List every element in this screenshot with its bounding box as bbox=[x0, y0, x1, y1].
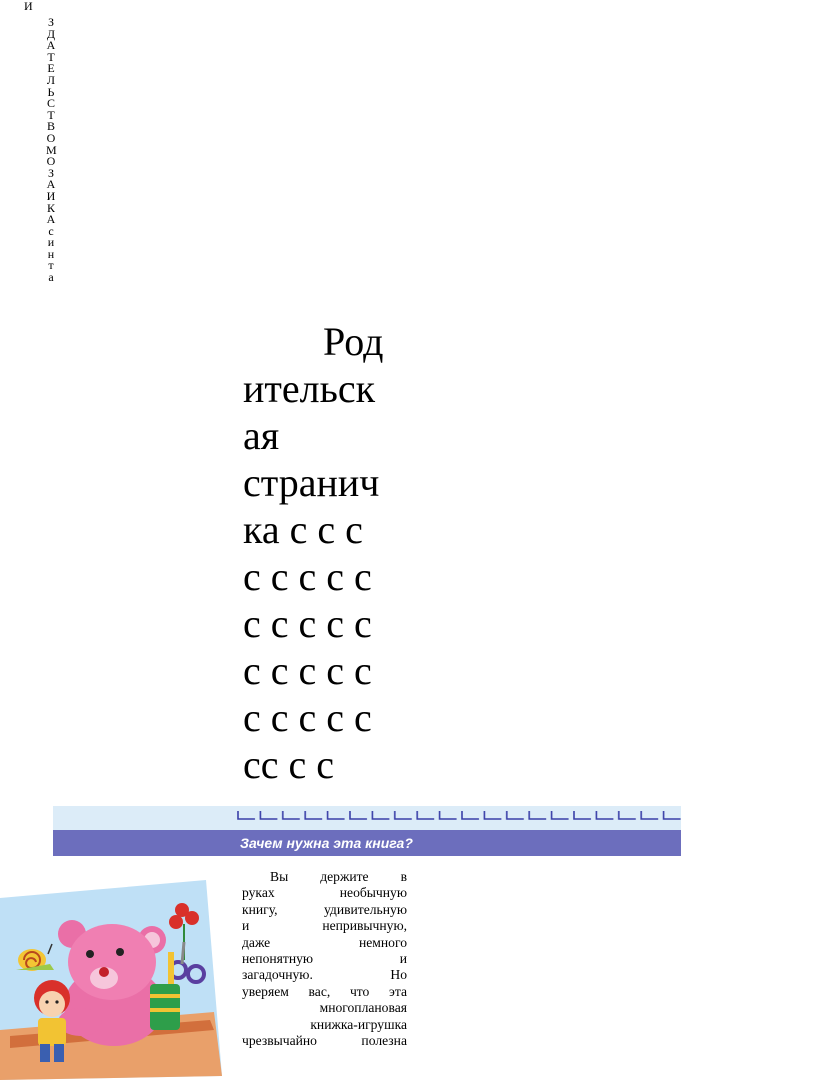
paragraph-line: и непривычную, bbox=[242, 918, 407, 934]
title-line: с с с с с bbox=[243, 695, 372, 740]
vertical-publisher-text bbox=[46, 17, 56, 284]
vertical-letter: Т bbox=[47, 107, 55, 122]
paragraph-line: непонятную и bbox=[242, 951, 407, 967]
vertical-letter: М bbox=[46, 142, 57, 157]
section-header-band bbox=[53, 806, 681, 856]
paragraph-line: книгу, удивительную bbox=[242, 901, 407, 917]
section-heading: Зачем нужна эта книга? bbox=[240, 835, 413, 851]
paragraph-line: загадочную. Но bbox=[242, 967, 407, 983]
vertical-letter: З bbox=[47, 15, 54, 29]
vertical-letter: А bbox=[46, 212, 56, 227]
vertical-letter: Д bbox=[46, 26, 56, 41]
bear-icon bbox=[58, 920, 166, 1046]
title-line: с с с с с bbox=[243, 554, 372, 599]
vertical-letter: а bbox=[48, 270, 54, 285]
vertical-letter: В bbox=[46, 119, 55, 134]
intro-paragraph bbox=[242, 869, 407, 1049]
paragraph-line: даже немного bbox=[242, 934, 407, 950]
vertical-letter: О bbox=[46, 154, 56, 169]
vertical-letter: С bbox=[46, 96, 55, 111]
vertical-letter: Л bbox=[46, 72, 56, 87]
paragraph-line: руках необычную bbox=[242, 885, 407, 901]
toy-bear-illustration bbox=[0, 880, 230, 1080]
paragraph-line: уверяем вас, что эта bbox=[242, 983, 407, 999]
vertical-letter: Ь bbox=[47, 84, 55, 99]
vertical-letter: н bbox=[47, 246, 55, 261]
title-line: сс с с bbox=[243, 742, 335, 787]
title-line: с с с с с bbox=[243, 601, 372, 646]
paragraph-line: Вы держите в bbox=[270, 869, 407, 884]
title-line: Род bbox=[323, 319, 384, 364]
vertical-letter: и bbox=[47, 235, 55, 250]
vertical-letter: Т bbox=[47, 49, 55, 64]
title-line: с с с с с bbox=[243, 648, 372, 693]
vertical-letter: И bbox=[46, 188, 56, 203]
title-line: странич bbox=[243, 460, 380, 505]
vertical-letter: А bbox=[46, 38, 56, 53]
vertical-letter: т bbox=[48, 258, 54, 273]
corner-letter: И bbox=[24, 0, 33, 13]
vertical-letter: З bbox=[47, 165, 54, 180]
vertical-letter: с bbox=[48, 223, 54, 238]
title-line: ка с с с bbox=[243, 507, 363, 552]
title-line: ительск bbox=[243, 366, 376, 411]
paragraph-line: чрезвычайно полезна bbox=[242, 1033, 407, 1049]
vertical-letter: К bbox=[46, 200, 55, 215]
vertical-letter: О bbox=[46, 130, 56, 145]
vertical-letter: А bbox=[46, 177, 56, 192]
paragraph-line: многоплановая bbox=[319, 1000, 407, 1016]
page-title bbox=[243, 318, 413, 788]
notebook-dash-line bbox=[237, 808, 681, 822]
title-line: ая bbox=[243, 413, 280, 458]
vertical-letter: Е bbox=[47, 61, 55, 76]
paragraph-line: книжка-игрушка bbox=[310, 1016, 407, 1032]
